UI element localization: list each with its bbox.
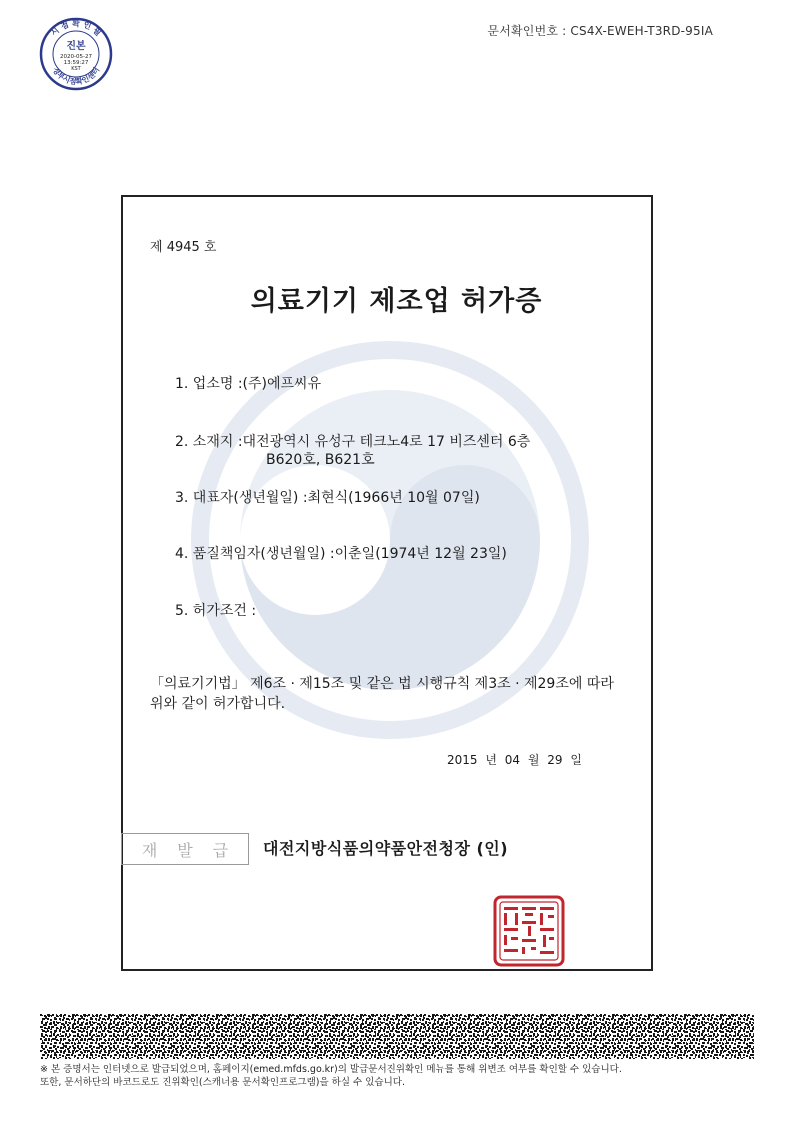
reissue-char: 발 bbox=[177, 840, 193, 860]
seal-time: 13:59:27 bbox=[63, 60, 89, 66]
item-label: 5. 허가조건 : bbox=[175, 603, 257, 619]
certificate-number: 제 4945 호 bbox=[150, 240, 217, 255]
timestamp-seal bbox=[38, 16, 114, 92]
svg-text:시 점 확 인 필 bbox=[49, 18, 103, 38]
item-value: (주)에프씨유 bbox=[242, 376, 322, 392]
seal-main-text: 진본 bbox=[66, 41, 86, 52]
certificate-title: 의료기기 제조업 허가증 bbox=[250, 286, 543, 317]
footer-notice bbox=[40, 1063, 622, 1089]
item-address-line2: B620호, B621호 bbox=[266, 452, 375, 468]
reissue-char: 급 bbox=[212, 840, 229, 860]
document-confirmation-number: 문서확인번호 : CS4X-EWEH-T3RD-95IA bbox=[487, 24, 713, 38]
issue-date: 2015 년 04 월 29 일 bbox=[447, 753, 582, 767]
item-value: 최현식(1966년 10월 07일) bbox=[307, 490, 480, 506]
item-representative bbox=[175, 487, 480, 507]
seal-date: 2020-05-27 bbox=[60, 54, 92, 60]
seal-bottom-text: 정부시점확인센터 bbox=[50, 65, 102, 87]
item-permit-conditions bbox=[175, 600, 256, 620]
issuer-name: 대전지방식품의약품안전청장 (인) bbox=[263, 839, 509, 858]
item-value: 이춘일(1974년 12월 23일) bbox=[334, 546, 507, 562]
item-label: 1. 업소명 : bbox=[175, 376, 243, 392]
reissue-char: 재 bbox=[141, 840, 158, 860]
reissue-stamp bbox=[121, 833, 249, 865]
item-business-name bbox=[175, 373, 321, 393]
seal-timezone: KST bbox=[71, 66, 81, 72]
statement-line-1: 「의료기기법」 제6조 · 제15조 및 같은 법 시행규칙 제3조 · 제29조에 따라 bbox=[150, 676, 614, 692]
item-quality-manager bbox=[175, 543, 507, 563]
statement-line-2: 위와 같이 허가합니다. bbox=[150, 696, 286, 712]
item-address bbox=[175, 431, 530, 451]
permit-statement bbox=[150, 674, 614, 714]
item-value: 대전광역시 유성구 테크노4로 17 비즈센터 6층 bbox=[242, 434, 531, 450]
seal-arc-text: 시 점 확 인 필 bbox=[49, 19, 103, 38]
item-label: 4. 품질책임자(생년월일) : bbox=[175, 546, 335, 562]
item-label: 2. 소재지 : bbox=[175, 434, 243, 450]
footer-note-line-2: 또한, 문서하단의 바코드로도 진위확인(스캐너용 문서확인프로그램)을 하실 수 있습니다. bbox=[40, 1077, 405, 1088]
document-barcode bbox=[40, 1014, 754, 1059]
official-red-seal bbox=[493, 895, 565, 967]
footer-note-line-1: ※ 본 증명서는 인터넷으로 발급되었으며, 홈페이지(emed.mfds.go.kr)의 발급문서진위확인 메뉴를 통해 위변조 여부를 확인할 수 있습니다. bbox=[40, 1064, 622, 1075]
item-label: 3. 대표자(생년월일) : bbox=[175, 490, 308, 506]
